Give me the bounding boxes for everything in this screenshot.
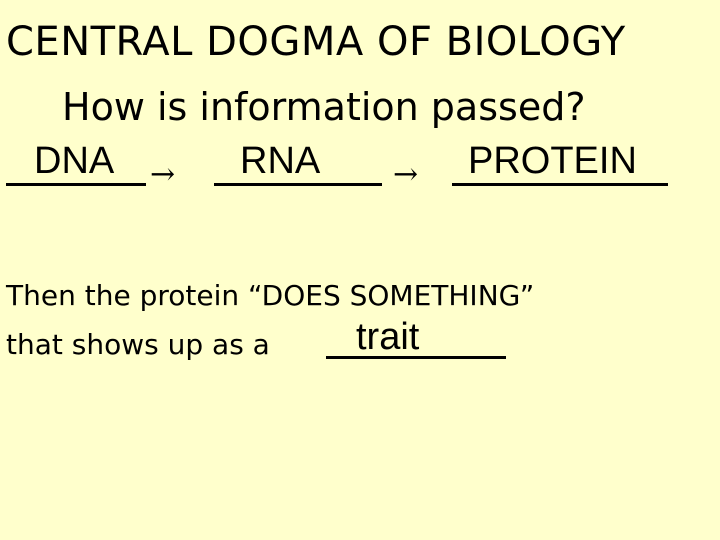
sentence-protein-does-something: Then the protein “DOES SOMETHING” xyxy=(6,279,535,312)
blank-line-rna xyxy=(214,183,382,186)
arrow-icon: → xyxy=(393,157,419,192)
answer-dna: DNA xyxy=(34,140,115,182)
answer-trait: trait xyxy=(356,316,420,358)
sentence-shows-up-as: that shows up as a xyxy=(6,328,270,361)
answer-protein: PROTEIN xyxy=(468,140,637,182)
answer-rna: RNA xyxy=(240,140,321,182)
slide-subtitle: How is information passed? xyxy=(62,85,586,129)
arrow-icon: → xyxy=(150,157,176,192)
blank-line-protein xyxy=(452,183,668,186)
blank-line-dna xyxy=(6,183,146,186)
slide-title: CENTRAL DOGMA OF BIOLOGY xyxy=(6,19,626,65)
